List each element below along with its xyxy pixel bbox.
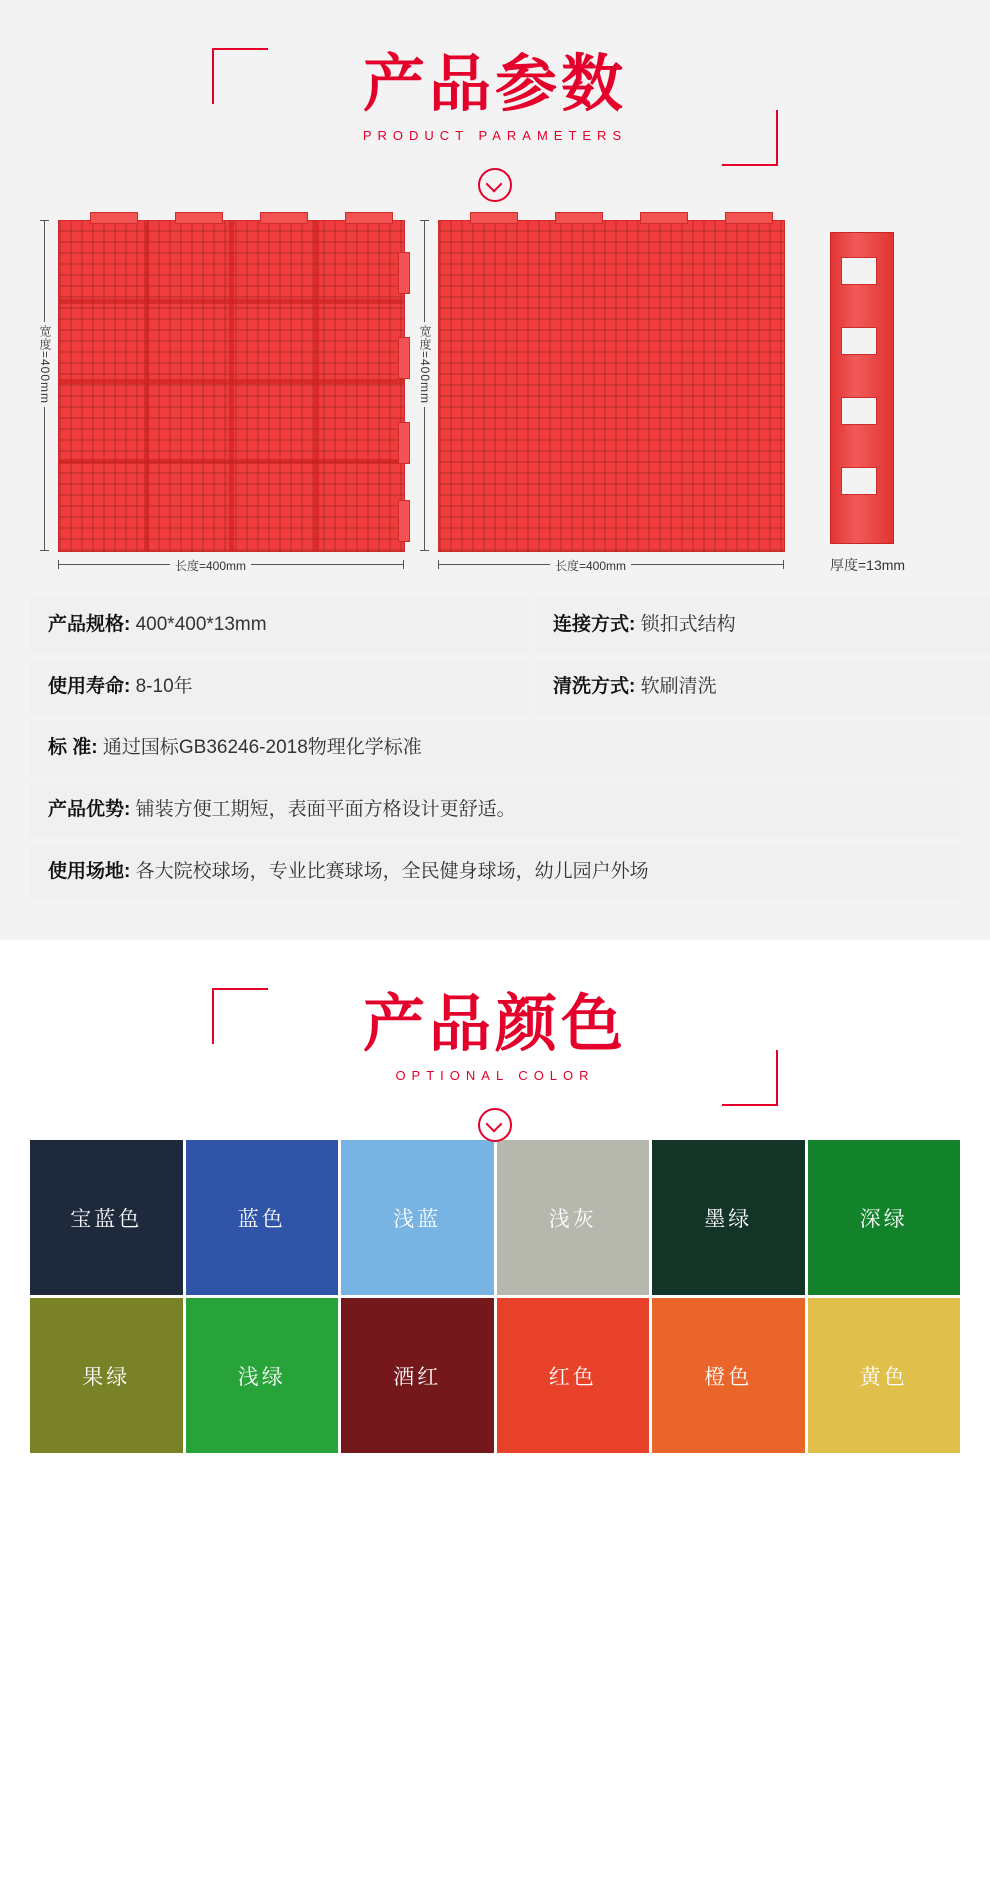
- spec-cell-venues: [30, 845, 960, 900]
- dimension-cap: [40, 550, 49, 551]
- color-swatch[interactable]: [497, 1298, 650, 1453]
- tile-nub: [398, 337, 410, 379]
- spec-value: 400*400*13mm: [135, 614, 267, 635]
- table-row: [30, 660, 960, 715]
- color-swatch-label: 深绿: [859, 1207, 908, 1231]
- colors-title: 产品颜色: [362, 990, 627, 1060]
- color-swatch-label: 浅绿: [237, 1365, 286, 1389]
- color-swatch[interactable]: [341, 1140, 494, 1295]
- spec-cell-advantage: [30, 783, 960, 838]
- dimension-cap: [438, 560, 439, 569]
- color-swatch-label: 浅灰: [548, 1207, 597, 1231]
- color-swatch-label: 果绿: [82, 1365, 131, 1389]
- tile-nub: [640, 212, 688, 224]
- spec-key: 产品优势:: [48, 799, 131, 821]
- color-swatch[interactable]: [341, 1298, 494, 1453]
- product-dimension-diagram: [30, 212, 960, 592]
- color-swatch[interactable]: [186, 1298, 339, 1453]
- spec-key: 使用寿命:: [48, 675, 131, 697]
- tile-image-right: [438, 220, 785, 552]
- edge-thickness-label: 厚度=13mm: [825, 555, 910, 575]
- params-subtitle: PRODUCT PARAMETERS: [362, 128, 628, 143]
- dimension-cap: [420, 550, 429, 551]
- params-title: 产品参数: [362, 50, 627, 119]
- spec-cell-standard: [30, 721, 960, 776]
- spec-cell-connection: [535, 598, 990, 653]
- spec-cell-lifespan: [30, 660, 527, 715]
- color-swatch-grid: [30, 1140, 960, 1453]
- spec-key: 产品规格:: [48, 614, 131, 635]
- dimension-cap: [403, 560, 404, 569]
- tile-image-left: [58, 220, 405, 552]
- spec-value: 通过国标GB36246-2018物理化学标准: [102, 737, 422, 759]
- chevron-down-icon: [478, 1108, 512, 1142]
- spec-value: 软刷清洗: [640, 675, 717, 697]
- color-swatch[interactable]: [30, 1298, 183, 1453]
- color-swatch-label: 黄色: [859, 1365, 908, 1389]
- tile-nub: [175, 212, 223, 224]
- color-swatch-label: 墨绿: [704, 1207, 753, 1231]
- tile-nub: [398, 500, 410, 542]
- tile-nub: [725, 212, 773, 224]
- right-tile-height-label: 宽度=400mm: [417, 322, 434, 407]
- dimension-cap: [783, 560, 784, 569]
- spec-value: 铺装方便工期短，表面平面方格设计更舒适。: [135, 799, 516, 821]
- tile-nub: [555, 212, 603, 224]
- table-row: [30, 783, 960, 838]
- left-tile-height-label: 宽度=400mm: [37, 322, 54, 407]
- color-swatch[interactable]: [497, 1140, 650, 1295]
- spec-value: 8-10年: [135, 675, 193, 697]
- tile-nub: [470, 212, 518, 224]
- colors-subtitle: OPTIONAL COLOR: [395, 1068, 595, 1084]
- left-tile-width-label: 长度=400mm: [170, 557, 251, 574]
- chevron-down-icon: [478, 168, 512, 202]
- color-swatch-label: 橙色: [704, 1365, 753, 1389]
- color-swatch[interactable]: [652, 1298, 805, 1453]
- spec-key: 连接方式:: [553, 614, 636, 635]
- table-row: [30, 598, 960, 653]
- spec-key: 清洗方式:: [553, 675, 636, 697]
- tile-nub: [90, 212, 138, 224]
- spec-cell-cleaning: [535, 660, 990, 715]
- dimension-cap: [420, 220, 429, 221]
- tile-nub: [345, 212, 393, 224]
- spec-cell-product-size: [30, 598, 527, 653]
- dimension-cap: [58, 560, 59, 569]
- table-row: [30, 721, 960, 776]
- color-swatch-label: 宝蓝色: [70, 1207, 143, 1231]
- params-title-block: [0, 0, 990, 200]
- color-swatch[interactable]: [652, 1140, 805, 1295]
- tile-image-edge-thickness: [830, 232, 894, 544]
- spec-value: 各大院校球场，专业比赛球场，全民健身球场，幼儿园户外场: [135, 860, 649, 882]
- colors-title-block: [0, 940, 990, 1140]
- color-swatch[interactable]: [808, 1140, 961, 1295]
- color-swatch[interactable]: [30, 1140, 183, 1295]
- right-tile-width-label: 长度=400mm: [550, 557, 631, 574]
- tile-nub: [398, 422, 410, 464]
- color-swatch-label: 酒红: [393, 1365, 442, 1389]
- spec-value: 锁扣式结构: [640, 614, 736, 635]
- color-swatch[interactable]: [186, 1140, 339, 1295]
- spec-key: 标 准:: [48, 737, 98, 759]
- color-swatch-label: 蓝色: [237, 1207, 286, 1231]
- color-swatch-label: 红色: [548, 1365, 597, 1389]
- section-product-colors: [0, 940, 990, 1483]
- tile-nub: [398, 252, 410, 294]
- chevron-down-wrap: [0, 1108, 990, 1147]
- color-swatch[interactable]: [808, 1298, 961, 1453]
- chevron-down-wrap: [0, 168, 990, 207]
- tile-nub: [260, 212, 308, 224]
- specification-table: [30, 598, 960, 899]
- color-swatch-label: 浅蓝: [393, 1207, 442, 1231]
- table-row: [30, 845, 960, 900]
- dimension-cap: [40, 220, 49, 221]
- spec-key: 使用场地:: [48, 860, 131, 882]
